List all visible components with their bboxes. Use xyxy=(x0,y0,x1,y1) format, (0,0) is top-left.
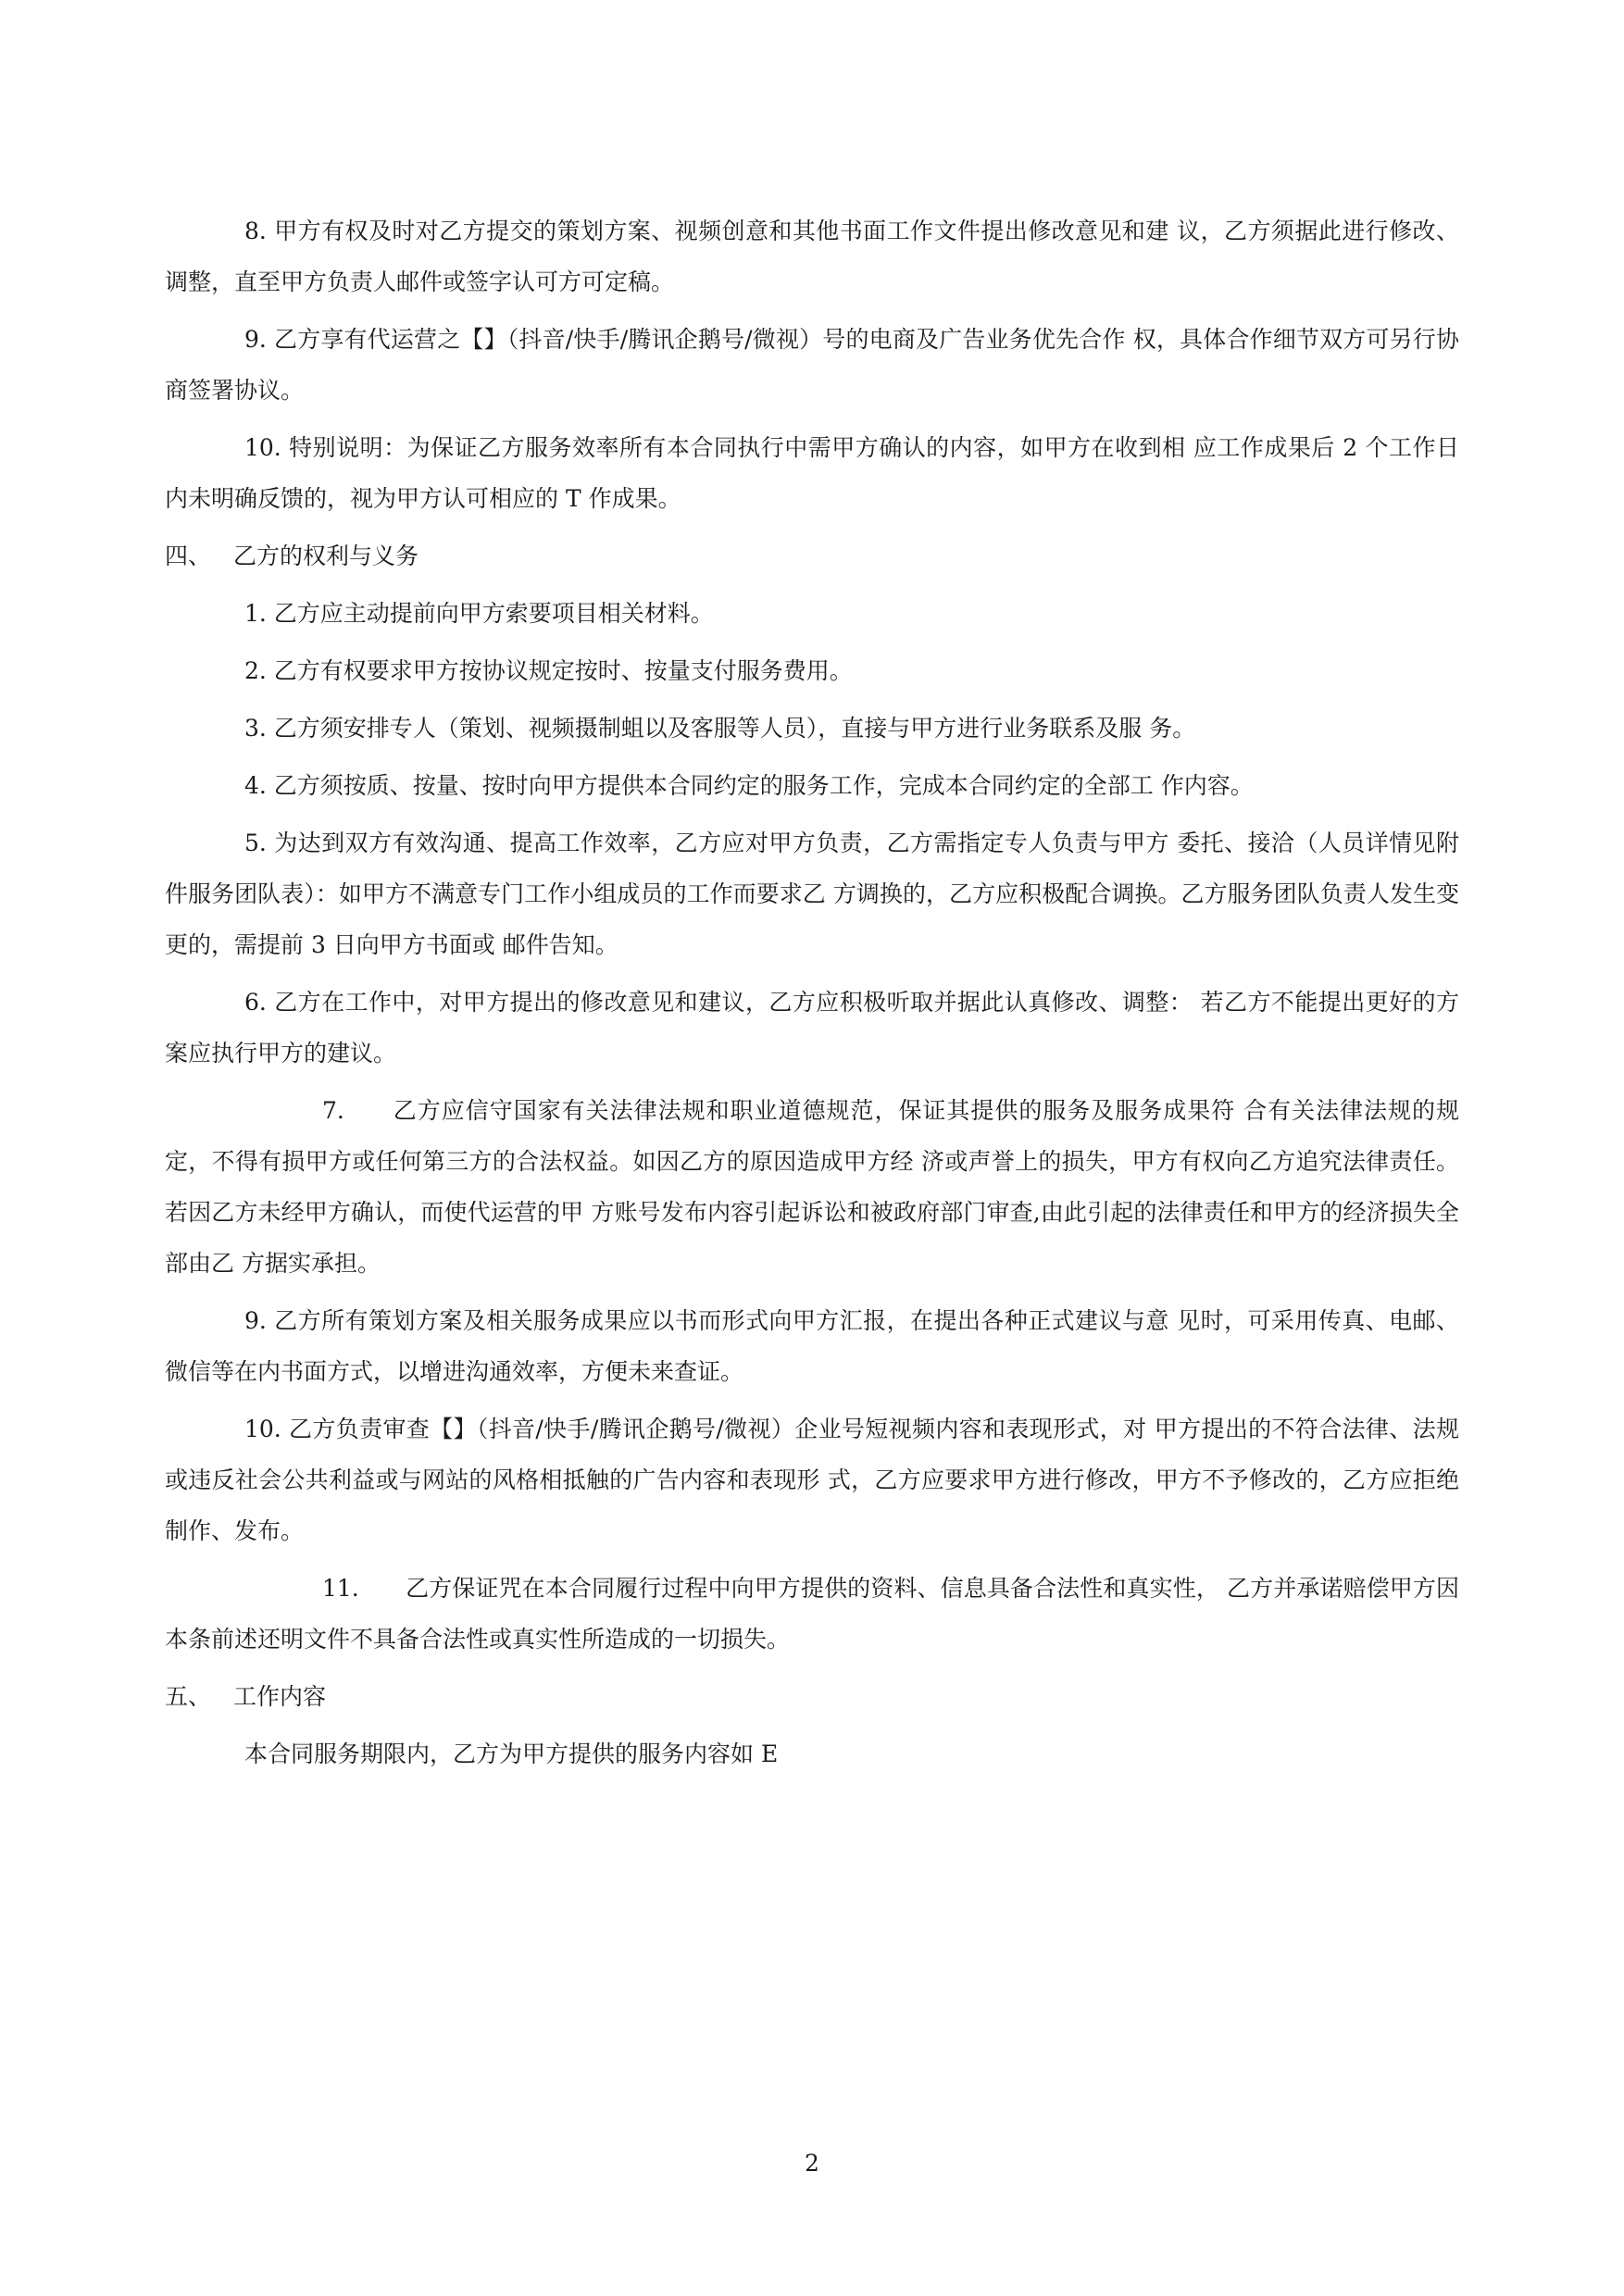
section-4-item-10: 10. 乙方负责审查【】（抖音/快手/腾讯企鹅号/微视）企业号短视频内容和表现形式，对 甲方提出的不符合法律、法规或违反社会公共利益或与网站的风格相抵触的广告内容和表现形 式，乙方应要求甲方进行修改，甲方不予修改的，乙方应拒绝制作、发布。 xyxy=(165,1416,1459,1544)
page-number: 2 xyxy=(805,2150,819,2177)
section-4-item-11: 11. 乙方保证咒在本合同履行过程中向甲方提供的资料、信息具备合法性和真实性， 乙方并承诺赔偿甲方因本条前述还明文件不具备合法性或真实性所造成的一切损失。 xyxy=(165,1575,1459,1653)
section-4-item-1: 1. 乙方应主动提前向甲方索要项目相关材料。 xyxy=(244,600,714,627)
clause-8: 8. 甲方有权及时对乙方提交的策划方案、视频创意和其他书面工作文件提出修改意见和建 议，乙方须据此进行修改、调整，直至甲方负责人邮件或签字认可方可定稿。 xyxy=(165,218,1459,295)
section-4-item-5: 5. 为达到双方有效沟通、提高工作效率，乙方应对甲方负责，乙方需指定专人负责与甲方 委托、接洽（人员详情见附件服务团队表）：如甲方不满意专门工作小组成员的工作而要求乙 方调换的，乙方应积极配合调换。乙方服务团队负责人发生变更的，需提前 3 日向甲方书面或 邮件告知。 xyxy=(165,830,1459,958)
section-4-item-7: 7. 乙方应信守国家有关法律法规和职业道德规范，保证其提供的服务及服务成果符 合有关法律法规的规定，不得有损甲方或任何第三方的合法权益。如因乙方的原因造成甲方经 济或声誉上的损失，甲方有权向乙方追究法律责任。若因乙方未经甲方确认，而使代运营的甲 方账号发布内容引起诉讼和被政府部门审查,由此引起的法律责任和甲方的经济损失全部由乙 方据实承担。 xyxy=(165,1097,1459,1277)
section-4-title: 乙方的权利与义务 xyxy=(233,543,419,569)
section-4-number: 四、 xyxy=(165,543,212,569)
clause-10-special-note: 10. 特别说明：为保证乙方服务效率所有本合同执行中需甲方确认的内容，如甲方在收到相 应工作成果后 2 个工作日内未明确反馈的，视为甲方认可相应的 T 作成果。 xyxy=(165,434,1459,512)
section-4-item-6: 6. 乙方在工作中，对甲方提出的修改意见和建议，乙方应积极听取并据此认真修改、调整： 若乙方不能提出更好的方案应执行甲方的建议。 xyxy=(165,989,1459,1067)
section-4-item-3: 3. 乙方须安排专人（策划、视频摄制蛆以及客服等人员），直接与甲方进行业务联系及服 务。 xyxy=(244,715,1196,742)
section-5-body: 本合同服务期限内，乙方为甲方提供的服务内容如 E xyxy=(244,1741,779,1767)
section-4-item-4: 4. 乙方须按质、按量、按时向甲方提供本合同约定的服务工作，完成本合同约定的全部工 作内容。 xyxy=(244,772,1254,799)
section-5-number: 五、 xyxy=(165,1683,212,1710)
section-4-heading xyxy=(165,530,1459,581)
clause-9: 9. 乙方享有代运营之【】（抖音/快手/腾讯企鹅号/微视）号的电商及广告业务优先合作 权，具体合作细节双方可另行协商签署协议。 xyxy=(165,326,1459,404)
section-4-item-2: 2. 乙方有权要求甲方按协议规定按时、按量支付服务费用。 xyxy=(244,657,853,684)
section-4-item-9: 9. 乙方所有策划方案及相关服务成果应以书而形式向甲方汇报，在提出各种正式建议与意 见时，可采用传真、电邮、微信等在内书面方式，以增进沟通效率，方便未来查证。 xyxy=(165,1307,1459,1385)
section-5-heading xyxy=(165,1671,1459,1722)
section-5-title: 工作内容 xyxy=(233,1683,327,1710)
document-body xyxy=(165,206,1459,1786)
